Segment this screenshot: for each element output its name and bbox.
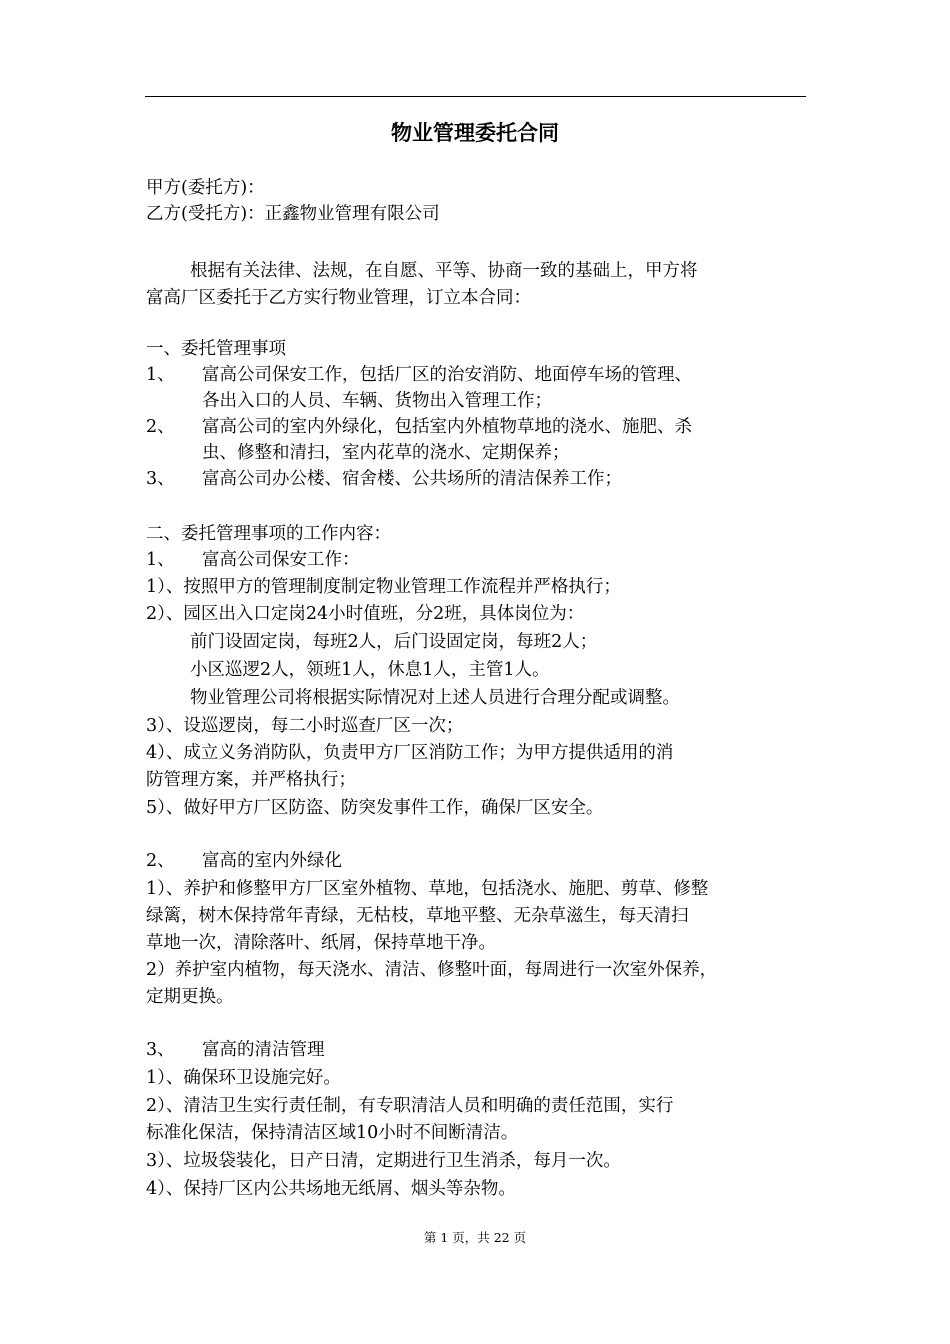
sub-heading-text: 富高公司保安工作： — [202, 550, 360, 570]
list-text-cont: 各出入口的人员、车辆、货物出入管理工作； — [202, 391, 552, 411]
body-line: 物业管理公司将根据实际情况对上述人员进行合理分配或调整。 — [190, 688, 680, 708]
party-b: 乙方(受托方)：正鑫物业管理有限公司 — [146, 204, 440, 224]
body-line: 前门设固定岗，每班2人，后门设固定岗，每班2人； — [190, 632, 598, 652]
header-rule — [145, 96, 806, 97]
list-text: 富高公司的室内外绿化，包括室内外植物草地的浇水、施肥、杀 — [202, 417, 692, 437]
body-line: 标准化保洁，保持清洁区域10小时不间断清洁。 — [146, 1123, 519, 1143]
body-line: 2）、清洁卫生实行责任制，有专职清洁人员和明确的责任范围，实行 — [146, 1096, 674, 1116]
list-number: 1、 — [146, 365, 175, 385]
body-line: 1）、养护和修整甲方厂区室外植物、草地，包括浇水、施肥、剪草、修整 — [146, 879, 709, 899]
body-line: 5）、做好甲方厂区防盗、防突发事件工作，确保厂区安全。 — [146, 798, 604, 818]
list-number: 3、 — [146, 469, 175, 489]
body-line: 绿篱，树木保持常年青绿，无枯枝，草地平整、无杂草滋生，每天清扫 — [146, 906, 689, 926]
body-line: 防管理方案，并严格执行； — [146, 770, 356, 790]
list-number: 1、 — [146, 550, 175, 570]
intro-line: 富高厂区委托于乙方实行物业管理，订立本合同： — [146, 288, 531, 308]
list-item — [146, 363, 692, 387]
page-title: 物业管理委托合同 — [391, 121, 559, 145]
body-line: 4）、成立义务消防队，负责甲方厂区消防工作；为甲方提供适用的消 — [146, 743, 674, 763]
body-line: 草地一次，清除落叶、纸屑，保持草地干净。 — [146, 933, 496, 953]
body-line: 2）养护室内植物，每天浇水、清洁、修整叶面，每周进行一次室外保养， — [146, 960, 718, 980]
sub-heading — [146, 1038, 325, 1062]
body-line: 小区巡逻2人，领班1人，休息1人，主管1人。 — [190, 660, 550, 680]
list-text: 富高公司保安工作，包括厂区的治安消防、地面停车场的管理、 — [202, 365, 692, 385]
list-number: 2、 — [146, 851, 175, 871]
body-line: 4）、保持厂区内公共场地无纸屑、烟头等杂物。 — [146, 1179, 516, 1199]
page-footer: 第 1 页，共 22 页 — [423, 1230, 527, 1245]
sub-heading-text: 富高的清洁管理 — [202, 1040, 325, 1060]
section-2-heading: 二、委托管理事项的工作内容： — [146, 524, 391, 544]
body-line: 1）、按照甲方的管理制度制定物业管理工作流程并严格执行； — [146, 577, 621, 597]
sub-heading-text: 富高的室内外绿化 — [202, 851, 342, 871]
sub-heading — [146, 849, 342, 873]
list-number: 3、 — [146, 1040, 175, 1060]
list-item — [146, 467, 622, 491]
list-text-cont: 虫、修整和清扫，室内花草的浇水、定期保养； — [202, 443, 570, 463]
party-a: 甲方(委托方)： — [146, 178, 265, 198]
body-line: 2）、园区出入口定岗24小时值班，分2班，具体岗位为： — [146, 604, 585, 624]
body-line: 3）、垃圾袋装化，日产日清，定期进行卫生消杀，每月一次。 — [146, 1151, 621, 1171]
body-line: 3）、设巡逻岗，每二小时巡查厂区一次； — [146, 716, 464, 736]
list-item — [146, 415, 692, 439]
section-1-heading: 一、委托管理事项 — [146, 339, 286, 359]
intro-line: 根据有关法律、法规，在自愿、平等、协商一致的基础上，甲方将 — [190, 261, 698, 281]
list-number: 2、 — [146, 417, 175, 437]
body-line: 1）、确保环卫设施完好。 — [146, 1068, 341, 1088]
body-line: 定期更换。 — [146, 987, 234, 1007]
sub-heading — [146, 548, 360, 572]
list-text: 富高公司办公楼、宿舍楼、公共场所的清洁保养工作； — [202, 469, 622, 489]
